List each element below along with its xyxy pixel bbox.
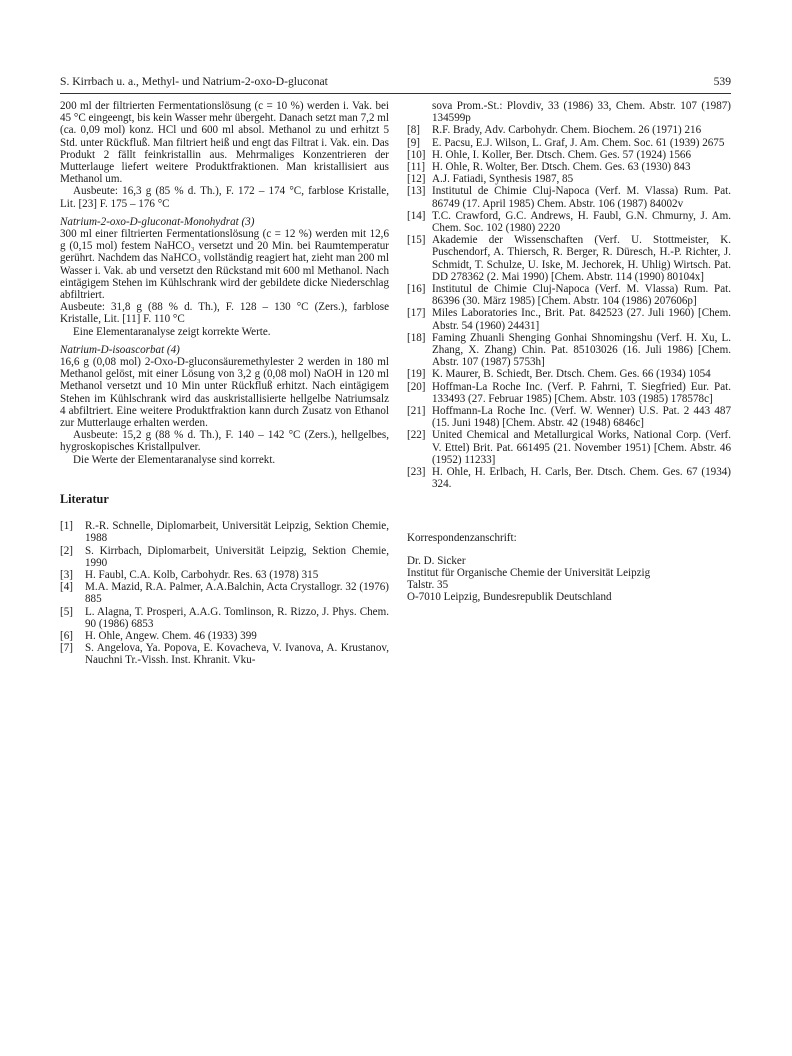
reference-number: [14]	[407, 209, 426, 222]
reference-text: K. Maurer, B. Schiedt, Ber. Dtsch. Chem. Ges. 66 (1934) 1054	[432, 368, 711, 381]
correspondence-heading: Korrespondenzanschrift:	[407, 531, 517, 544]
reference-number: [4]	[60, 581, 73, 594]
reference-item	[407, 124, 731, 136]
reference-number: [6]	[60, 629, 73, 642]
right-column	[407, 100, 731, 604]
reference-number: [23]	[407, 466, 426, 479]
reference-item	[407, 173, 731, 185]
reference-item	[407, 137, 731, 149]
reference-item	[407, 368, 731, 380]
isoascorbate-yield: Ausbeute: 15,2 g (88 % d. Th.), F. 140 – 142 °C (Zers.), hellgelbes, hygroskopisches Kristallpulver.	[60, 429, 389, 454]
reference-number: [7]	[60, 642, 73, 655]
page-number: 539	[713, 75, 731, 88]
reference-text: H. Faubl, C.A. Kolb, Carbohydr. Res. 63 (1978) 315	[85, 568, 319, 581]
monohydrate-yield: Ausbeute: 31,8 g (88 % d. Th.), F. 128 – 130 °C (Zers.), farblose Kristalle, Lit. [11] F. 110 °C	[60, 301, 389, 326]
isoascorbate-procedure: 16,6 g (0,08 mol) 2-Oxo-D-gluconsäuremethylester 2 werden in 180 ml Methanol gelöst, mit einer Lösung von 3,2 g (0,08 mol) NaOH in 120 ml Methanol versetzt und 10 Min unter Rückfluß erhitzt. Nach eintägigem Stehen im Kühlschrank wird das auskristallisierte hellgelbe Natriumsalz 4 abfiltriert. Eine weitere Produktfraktion kann durch Zusatz von Ethanol zur Mutterlauge erhalten werden.	[60, 356, 389, 430]
reference-item	[407, 307, 731, 331]
reference-number: [9]	[407, 136, 420, 149]
reference-list-right	[407, 124, 731, 490]
reference-item	[60, 606, 389, 630]
reference-text: S. Angelova, Ya. Popova, E. Kovacheva, V. Ivanova, A. Krustanov, Nauchni Tr.-Vissh. Inst. Khranit. Vku-	[85, 642, 389, 667]
reference-item	[407, 381, 731, 405]
reference-text: A.J. Fatiadi, Synthesis 1987, 85	[432, 173, 574, 186]
reference-number: [21]	[407, 405, 426, 418]
reference-item	[60, 581, 389, 605]
reference-number: [11]	[407, 161, 426, 174]
reference-item	[407, 161, 731, 173]
reference-text: Hoffmann-La Roche Inc. (Verf. W. Wenner) U.S. Pat. 2 443 487 (15. Juni 1948) [Chem. Abstr. 42 (1948) 6846c]	[432, 405, 731, 430]
section-heading-monohydrate: Natrium-2-oxo-D-gluconat-Monohydrat (3)	[60, 215, 255, 228]
reference-list-left	[60, 520, 389, 666]
reference-number: [15]	[407, 234, 426, 247]
reference-item	[407, 234, 731, 283]
reference-text: E. Pacsu, E.J. Wilson, L. Graf, J. Am. Chem. Soc. 61 (1939) 2675	[432, 136, 725, 149]
reference-text: S. Kirrbach, Diplomarbeit, Universität Leipzig, Sektion Chemie, 1990	[85, 544, 389, 569]
reference-text: L. Alagna, T. Prosperi, A.A.G. Tomlinson, R. Rizzo, J. Phys. Chem. 90 (1986) 6853	[85, 605, 389, 630]
reference-text: United Chemical and Metallurgical Works, National Corp. (Verf. V. Ettel) Brit. Pat. 661495 (21. November 1951) [Chem. Abstr. 46 (1952) 11233]	[432, 429, 731, 466]
reference-number: [1]	[60, 520, 73, 533]
reference-item	[407, 405, 731, 429]
reference-item	[60, 642, 389, 666]
references-heading: Literatur	[60, 491, 109, 506]
header-rule	[60, 93, 731, 94]
reference-item	[60, 520, 389, 544]
reference-number: [3]	[60, 568, 73, 581]
methyl-ester-yield: Ausbeute: 16,3 g (85 % d. Th.), F. 172 – 174 °C, farblose Kristalle, Lit. [23] F. 175 – 176 °C	[60, 185, 389, 210]
section-heading-isoascorbate: Natrium-D-isoascorbat (4)	[60, 343, 180, 356]
reference-number: [16]	[407, 283, 426, 296]
methyl-ester-procedure: 200 ml der filtrierten Fermentationslösung (c = 10 %) werden i. Vak. bei 45 °C eingeengt, bis kein Wasser mehr übergeht. Danach setzt man 7,2 ml (ca. 0,09 mol) konz. HCl und 600 ml absol. Methanol zu und erhitzt 5 Std. unter Rückfluß. Man filtriert heiß und engt das Filtrat i. Vak. ein. Das Produkt 2 fällt feinkristallin aus. Mehrmaliges Konzentrieren der Mutterlauge liefert weitere Produktfraktionen. Man kristallisiert aus Methanol um.	[60, 100, 389, 186]
reference-text: T.C. Crawford, G.C. Andrews, H. Faubl, G.N. Chmurny, J. Am. Chem. Soc. 102 (1980) 2220	[432, 209, 731, 235]
monohydrate-procedure: 300 ml einer filtrierten Fermentationslösung (c = 12 %) werden mit 12,6 g (0,15 mol) festem NaHCO₃ versetzt und 20 Min. bei Raumtemperatur gerührt. Nachdem das NaHCO₃ vollständig reagiert hat, zieht man 200 ml Wasser i. Vak. ab und versetzt den Rückstand mit 600 ml Methanol. Nach eintägigem Stehen im Kühlschrank wird der gebildete dicke Niederschlag abfiltriert.	[60, 228, 389, 302]
reference-text: H. Ohle, I. Koller, Ber. Dtsch. Chem. Ges. 57 (1924) 1566	[432, 148, 691, 161]
reference-item	[407, 466, 731, 490]
left-column	[60, 100, 389, 667]
reference-text: Hoffman-La Roche Inc. (Verf. P. Fahrni, T. Siegfried) Eur. Pat. 133493 (27. Februar 1985) [Chem. Abstr. 103 (1985) 178578c]	[432, 380, 731, 405]
reference-text: H. Ohle, R. Wolter, Ber. Dtsch. Chem. Ges. 63 (1930) 843	[432, 161, 691, 174]
reference-item	[407, 185, 731, 209]
reference-text: H. Ohle, Angew. Chem. 46 (1933) 399	[85, 629, 257, 642]
isoascorbate-analysis: Die Werte der Elementaranalyse sind korrekt.	[73, 453, 276, 466]
address-line: Talstr. 35	[407, 579, 449, 592]
reference-number: [5]	[60, 605, 73, 618]
reference-number: [13]	[407, 185, 426, 198]
reference-continuation: sova Prom.-St.: Plovdiv, 33 (1986) 33, Chem. Abstr. 107 (1987) 134599p	[432, 100, 731, 125]
reference-text: Institutul de Chimie Cluj-Napoca (Verf. M. Vlassa) Rum. Pat. 86749 (17. April 1985) Chem. Abstr. 106 (1987) 84002v	[432, 185, 731, 210]
reference-number: [17]	[407, 307, 426, 320]
reference-item	[60, 630, 389, 642]
reference-number: [18]	[407, 331, 426, 344]
address-line: Dr. D. Sicker	[407, 554, 466, 567]
reference-number: [12]	[407, 173, 426, 186]
running-header	[60, 75, 731, 91]
reference-item	[60, 569, 389, 581]
reference-item	[407, 283, 731, 307]
reference-number: [8]	[407, 124, 420, 137]
correspondence-address	[407, 555, 731, 604]
address-line: O-7010 Leipzig, Bundesrepublik Deutschland	[407, 591, 612, 604]
reference-text: Faming Zhuanli Shenging Gonhai Shnomingshu (Verf. H. Xu, L. Zhang, X. Zhang) Chin. Pat. 85103026 (16. Juli 1986) [Chem. Abstr. 107 (1987) 5753h]	[432, 331, 731, 369]
reference-text: Akademie der Wissenschaften (Verf. U. Stottmeister, K. Puschendorf, A. Thiersch, R. Berger, R. Düresch, H.-P. Richter, J. Schmidt, T. Schulze, U. Iske, M. Jechorek, H. Uhlig) Wirtsch. Pat. DD 278362 (2. Mai 1990) [Chem. Abstr. 114 (1990) 80104x]	[432, 234, 731, 283]
reference-number: [2]	[60, 544, 73, 557]
reference-item	[407, 149, 731, 161]
running-title: S. Kirrbach u. a., Methyl- und Natrium-2-oxo-D-gluconat	[60, 75, 328, 88]
reference-text: Miles Laboratories Inc., Brit. Pat. 842523 (27. Juli 1960) [Chem. Abstr. 54 (1960) 24431]	[432, 307, 731, 332]
reference-number: [22]	[407, 429, 426, 442]
reference-text: R.F. Brady, Adv. Carbohydr. Chem. Biochem. 26 (1971) 216	[432, 124, 702, 137]
reference-number: [20]	[407, 380, 426, 393]
address-line: Institut für Organische Chemie der Universität Leipzig	[407, 566, 651, 579]
reference-item	[407, 429, 731, 466]
reference-text: R.-R. Schnelle, Diplomarbeit, Universität Leipzig, Sektion Chemie, 1988	[85, 520, 389, 545]
reference-text: H. Ohle, H. Erlbach, H. Carls, Ber. Dtsch. Chem. Ges. 67 (1934) 324.	[432, 466, 731, 491]
reference-item	[60, 545, 389, 569]
reference-number: [10]	[407, 148, 426, 161]
reference-text: M.A. Mazid, R.A. Palmer, A.A.Balchin, Acta Crystallogr. 32 (1976) 885	[85, 581, 389, 606]
reference-text: Institutul de Chimie Cluj-Napoca (Verf. M. Vlassa) Rum. Pat. 86396 (30. März 1985) [Chem. Abstr. 104 (1986) 207606p]	[432, 283, 731, 308]
reference-number: [19]	[407, 368, 426, 381]
reference-item	[407, 332, 731, 369]
reference-item	[407, 210, 731, 234]
monohydrate-analysis: Eine Elementaranalyse zeigt korrekte Werte.	[73, 325, 271, 338]
